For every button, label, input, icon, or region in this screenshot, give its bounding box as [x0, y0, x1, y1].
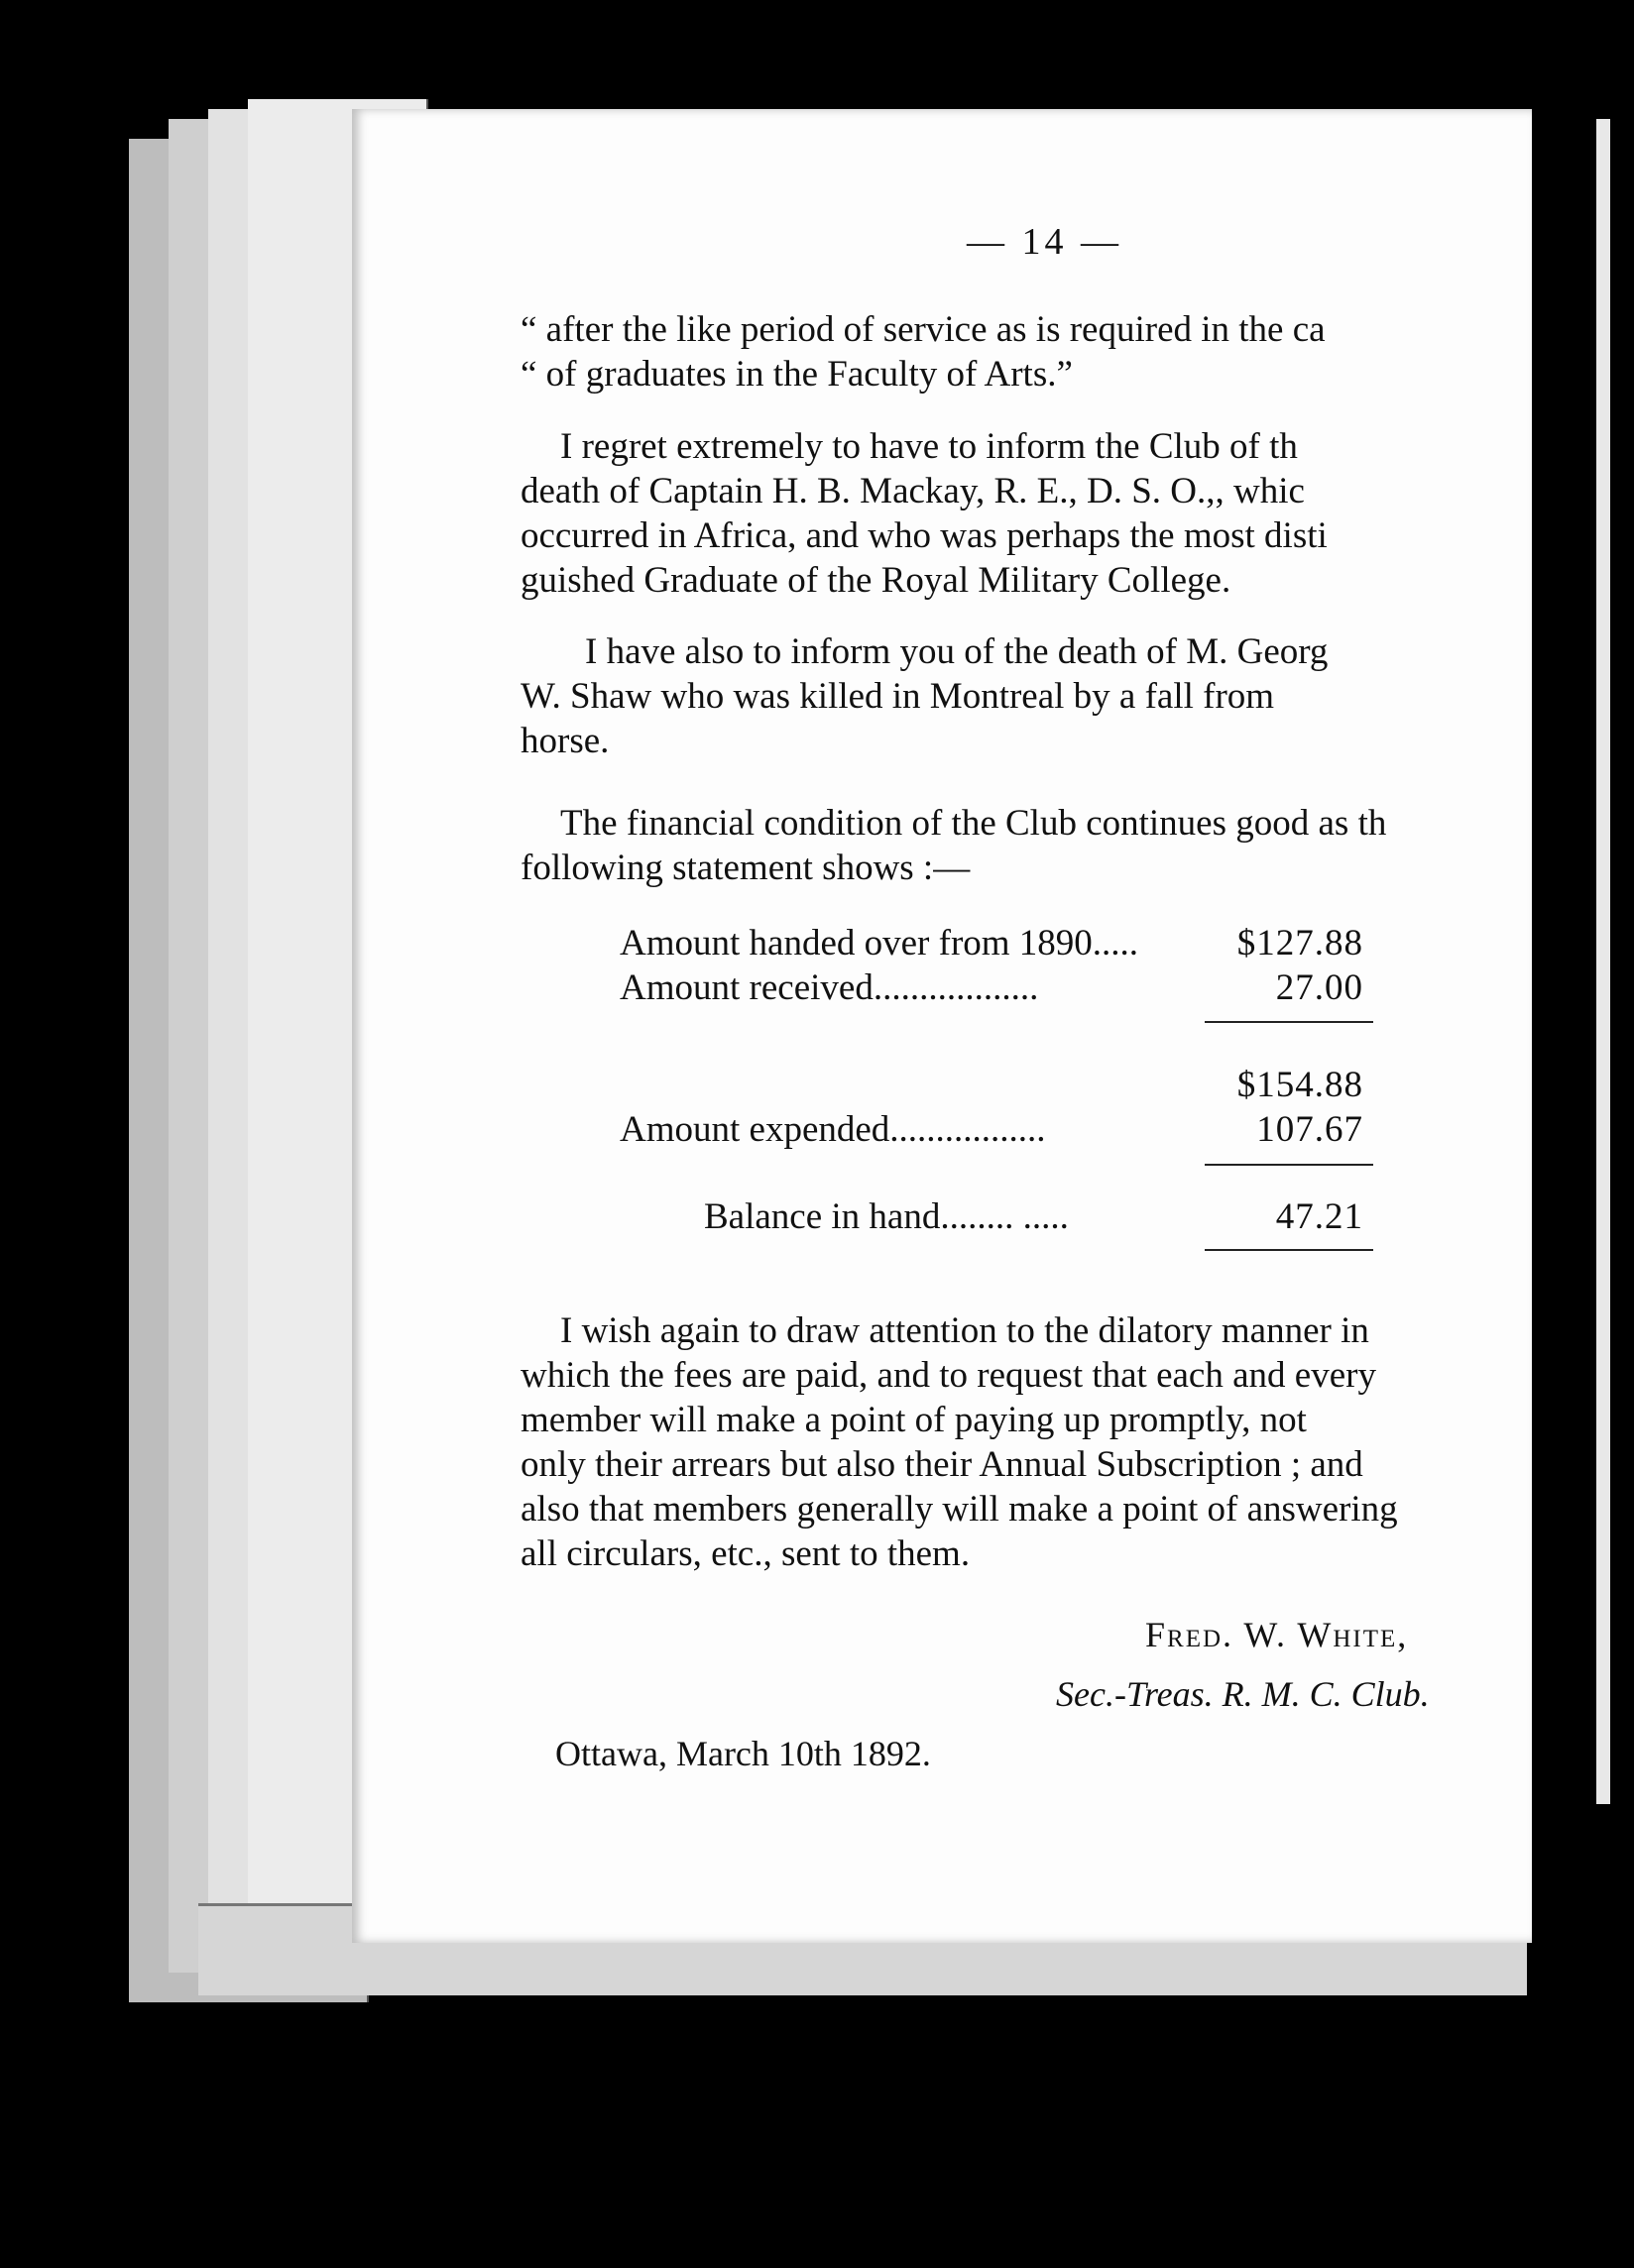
right-page-strip — [1596, 119, 1610, 1804]
text-line: “ of graduates in the Faculty of Arts.” — [521, 354, 1073, 395]
shaw-paragraph — [521, 629, 1512, 763]
page-stack-edges — [99, 99, 357, 2002]
financial-paragraph — [521, 801, 1512, 890]
statement-label: Amount expended................. — [620, 1109, 1046, 1150]
quote-paragraph — [521, 307, 1512, 397]
page-number: — 14 — — [967, 221, 1122, 263]
text-line: all circulars, etc., sent to them. — [521, 1533, 971, 1574]
text-line: horse. — [521, 721, 610, 761]
text-line: death of Captain H. B. Mackay, R. E., D. S. O.,, whic — [521, 471, 1305, 511]
text-line: member will make a point of paying up promptly, not — [521, 1400, 1307, 1440]
text-line: “ after the like period of service as is required in the ca — [521, 309, 1326, 350]
text-line: following statement shows :— — [521, 848, 971, 888]
statement-row-handed-over — [620, 922, 1373, 965]
mackay-paragraph — [521, 424, 1512, 603]
text-line: only their arrears but also their Annual Subscription ; and — [521, 1444, 1363, 1485]
statement-amount: $127.88 — [1236, 923, 1363, 964]
statement-amount: $154.88 — [1236, 1065, 1363, 1105]
statement-row-received — [620, 966, 1373, 1010]
signatory-title: Sec.-Treas. R. M. C. Club. — [1056, 1674, 1430, 1714]
fees-paragraph — [521, 1308, 1512, 1576]
place-and-date: Ottawa, March 10th 1892. — [555, 1734, 931, 1773]
balance-rule — [1205, 1164, 1373, 1166]
statement-row-balance — [620, 1195, 1373, 1239]
signatory-name: Fred. W. White, — [1145, 1615, 1409, 1654]
balance-underline — [1205, 1249, 1373, 1251]
text-line: W. Shaw who was killed in Montreal by a fall from — [521, 676, 1275, 717]
statement-label: Balance in hand........ ..... — [704, 1196, 1069, 1237]
text-line: guished Graduate of the Royal Military College. — [521, 560, 1231, 601]
subtotal-rule — [1205, 1021, 1373, 1023]
statement-row-subtotal — [620, 1064, 1373, 1107]
text-line: also that members generally will make a point of answering — [521, 1489, 1398, 1530]
text-line: I have also to inform you of the death of M. Georg — [585, 631, 1329, 672]
statement-row-expended — [620, 1108, 1373, 1152]
text-line: which the fees are paid, and to request that each and every — [521, 1355, 1376, 1396]
statement-label: Amount handed over from 1890..... — [620, 923, 1139, 964]
statement-amount: 47.21 — [1275, 1196, 1363, 1237]
text-line: I regret extremely to have to inform the Club of th — [560, 426, 1298, 467]
text-line: I wish again to draw attention to the dilatory manner in — [560, 1310, 1369, 1351]
statement-amount: 27.00 — [1275, 967, 1363, 1008]
text-line: The financial condition of the Club continues good as th — [560, 803, 1387, 844]
text-line: occurred in Africa, and who was perhaps the most disti — [521, 515, 1328, 556]
statement-label: Amount received.................. — [620, 967, 1039, 1008]
document-page — [352, 109, 1532, 1943]
statement-amount: 107.67 — [1256, 1109, 1363, 1150]
